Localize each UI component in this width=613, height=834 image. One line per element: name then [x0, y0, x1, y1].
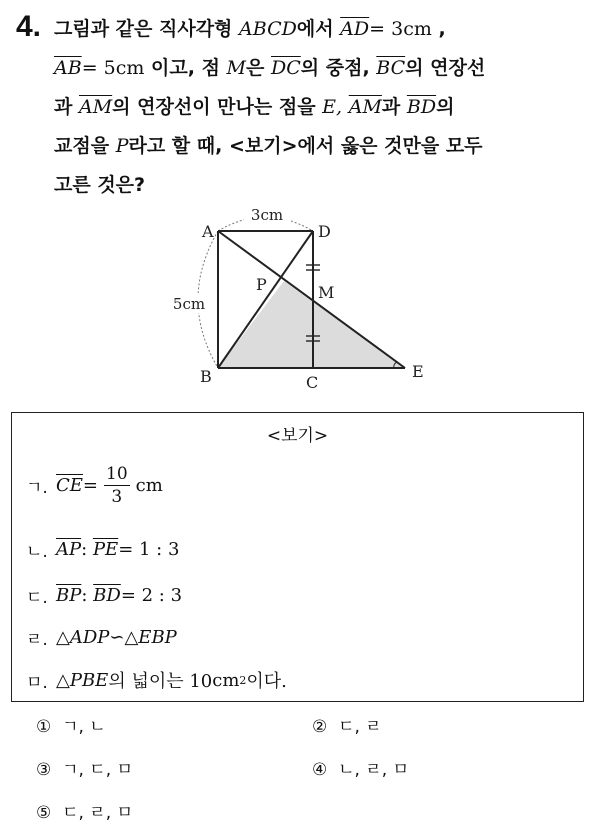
stem-line-4: 교점을 P라고 할 때, <보기>에서 옳은 것만을 모두 — [54, 135, 483, 157]
stem-line-5: 고른 것은? — [54, 174, 146, 196]
choice-1[interactable]: ① ㄱ, ㄴ — [36, 717, 106, 737]
geometry-figure — [160, 205, 460, 395]
point-b: B — [200, 367, 212, 386]
point-e: E — [412, 362, 424, 381]
bogi-item-3: ㄷ. $\overline{BP}$ : $\overline{BD}$ = 2 : 3 — [26, 585, 183, 608]
shaded-triangle-pbe — [218, 281, 405, 368]
choice-4[interactable]: ④ ㄴ, ㄹ, ㅁ — [312, 760, 409, 780]
bogi-item-5: ㅁ. △PBE 의 넓이는 10 cm 2 이다. — [26, 669, 287, 693]
stem-line-1: 그림과 같은 직사각형 ABCD에서 $\overline{AD}= 3cm$ , — [54, 18, 446, 40]
stem-line-3: 과 $\overline{AM}$의 연장선이 만나는 점을 E, $\overline{AM}$과 $\overline{BD}$의 — [54, 96, 455, 118]
point-m: M — [318, 283, 335, 302]
point-d: D — [318, 222, 331, 241]
label-5cm: 5cm — [172, 295, 206, 313]
label-3cm: 3cm — [250, 206, 284, 224]
stem-line-2: $\overline{AB}= 5cm$ 이고, 점 M은 $\overline{DC}$의 중점, $\overline{BC}$의 연장선 — [54, 57, 486, 79]
fraction-10-3: $\frac{10}{3}$ — [106, 464, 128, 507]
point-c: C — [306, 373, 319, 392]
choice-3[interactable]: ③ ㄱ, ㄷ, ㅁ — [36, 760, 133, 780]
bogi-item-2: ㄴ. $\overline{AP}$ : $\overline{PE}$ = 1 : 3 — [26, 539, 180, 562]
point-p: P — [256, 275, 267, 294]
bogi-box — [11, 412, 584, 702]
bogi-item-1: ㄱ. $\overline{CE}$ = $\frac{10}{3}$ cm — [26, 464, 163, 507]
question-stem — [54, 10, 594, 205]
point-a: A — [202, 222, 214, 241]
choice-2[interactable]: ② ㄷ, ㄹ — [312, 717, 382, 737]
question-number: 4. — [16, 10, 42, 43]
bogi-title: <보기> — [266, 426, 329, 446]
choice-5[interactable]: ⑤ ㄷ, ㄹ, ㅁ — [36, 803, 133, 823]
bogi-item-4: ㄹ. △ADP∽△EBP — [26, 627, 177, 650]
